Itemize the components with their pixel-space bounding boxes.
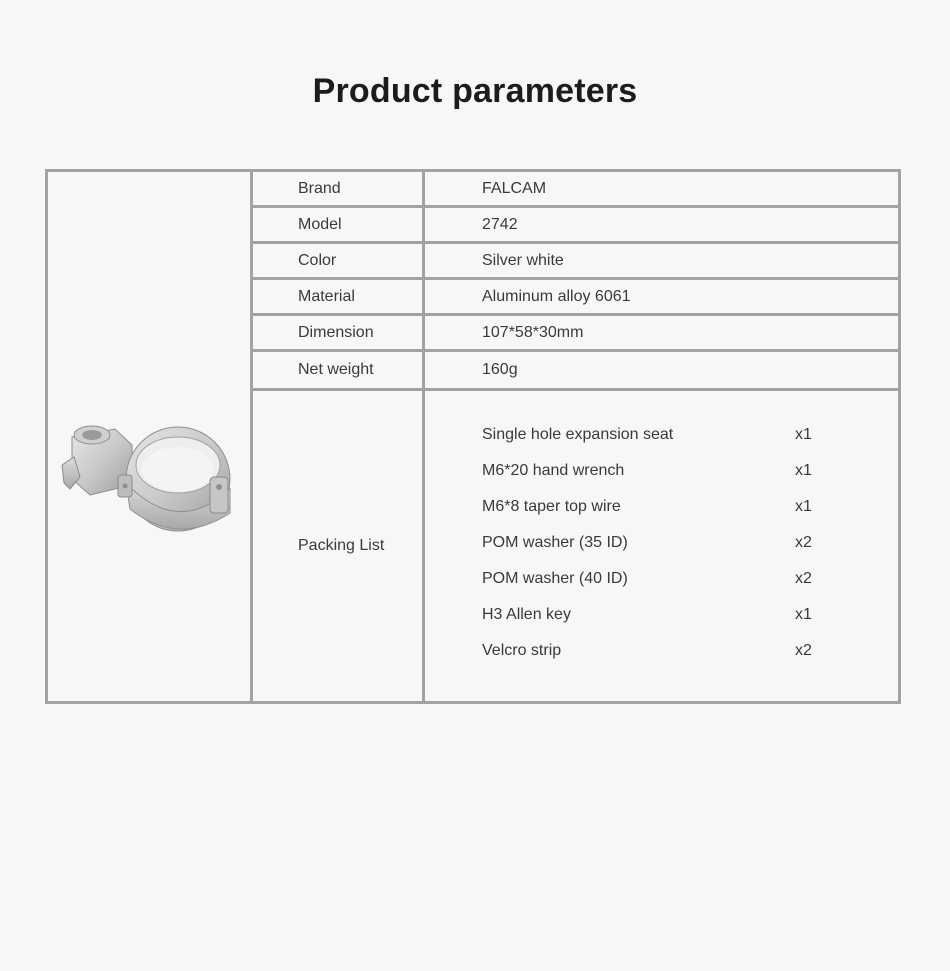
packing-item-qty: x2 <box>795 570 812 587</box>
param-label: Brand <box>298 179 341 197</box>
packing-item-qty: x1 <box>795 426 812 443</box>
packing-item <box>482 534 882 558</box>
param-label: Dimension <box>298 323 374 341</box>
param-label-cell <box>253 208 425 241</box>
param-label-cell <box>253 316 425 349</box>
param-value: 160g <box>482 361 518 378</box>
param-label: Material <box>298 287 355 305</box>
param-row-color <box>253 244 898 280</box>
param-label-cell <box>253 280 425 313</box>
param-row-brand <box>253 172 898 208</box>
param-row-packing-list <box>253 391 898 701</box>
param-value: 2742 <box>482 215 518 233</box>
packing-item <box>482 498 882 522</box>
parameters-table <box>45 169 901 704</box>
packing-item-qty: x2 <box>795 534 812 551</box>
param-label-cell <box>253 244 425 277</box>
packing-item-name: Single hole expansion seat <box>482 426 674 443</box>
packing-item-qty: x2 <box>795 642 812 659</box>
packing-item-qty: x1 <box>795 498 812 515</box>
packing-list-label: Packing List <box>298 537 385 554</box>
param-row-dimension <box>253 316 898 352</box>
param-value: 107*58*30mm <box>482 323 584 341</box>
packing-item-qty: x1 <box>795 606 812 623</box>
pipe-clamp-mount-image <box>60 417 235 547</box>
packing-item <box>482 570 882 594</box>
packing-item-name: M6*8 taper top wire <box>482 498 621 515</box>
packing-item-qty: x1 <box>795 462 812 479</box>
packing-item <box>482 426 882 450</box>
product-image-cell <box>48 172 253 701</box>
packing-item-name: POM washer (40 ID) <box>482 570 628 587</box>
param-label: Net weight <box>298 361 374 378</box>
param-row-material <box>253 280 898 316</box>
packing-item-name: H3 Allen key <box>482 606 571 623</box>
param-value: Silver white <box>482 251 564 269</box>
param-label-cell <box>253 172 425 205</box>
param-value: FALCAM <box>482 179 547 197</box>
page-title: Product parameters <box>312 72 638 110</box>
packing-item <box>482 462 882 486</box>
packing-item-name: M6*20 hand wrench <box>482 462 625 479</box>
param-label-cell <box>253 352 425 388</box>
param-label: Model <box>298 215 342 233</box>
param-row-net-weight <box>253 352 898 391</box>
packing-item-name: POM washer (35 ID) <box>482 534 628 551</box>
param-value: Aluminum alloy 6061 <box>482 287 631 305</box>
param-row-model <box>253 208 898 244</box>
param-label-cell <box>253 391 425 701</box>
packing-item <box>482 606 882 630</box>
param-label: Color <box>298 251 337 269</box>
packing-item <box>482 642 882 666</box>
packing-item-name: Velcro strip <box>482 642 562 659</box>
